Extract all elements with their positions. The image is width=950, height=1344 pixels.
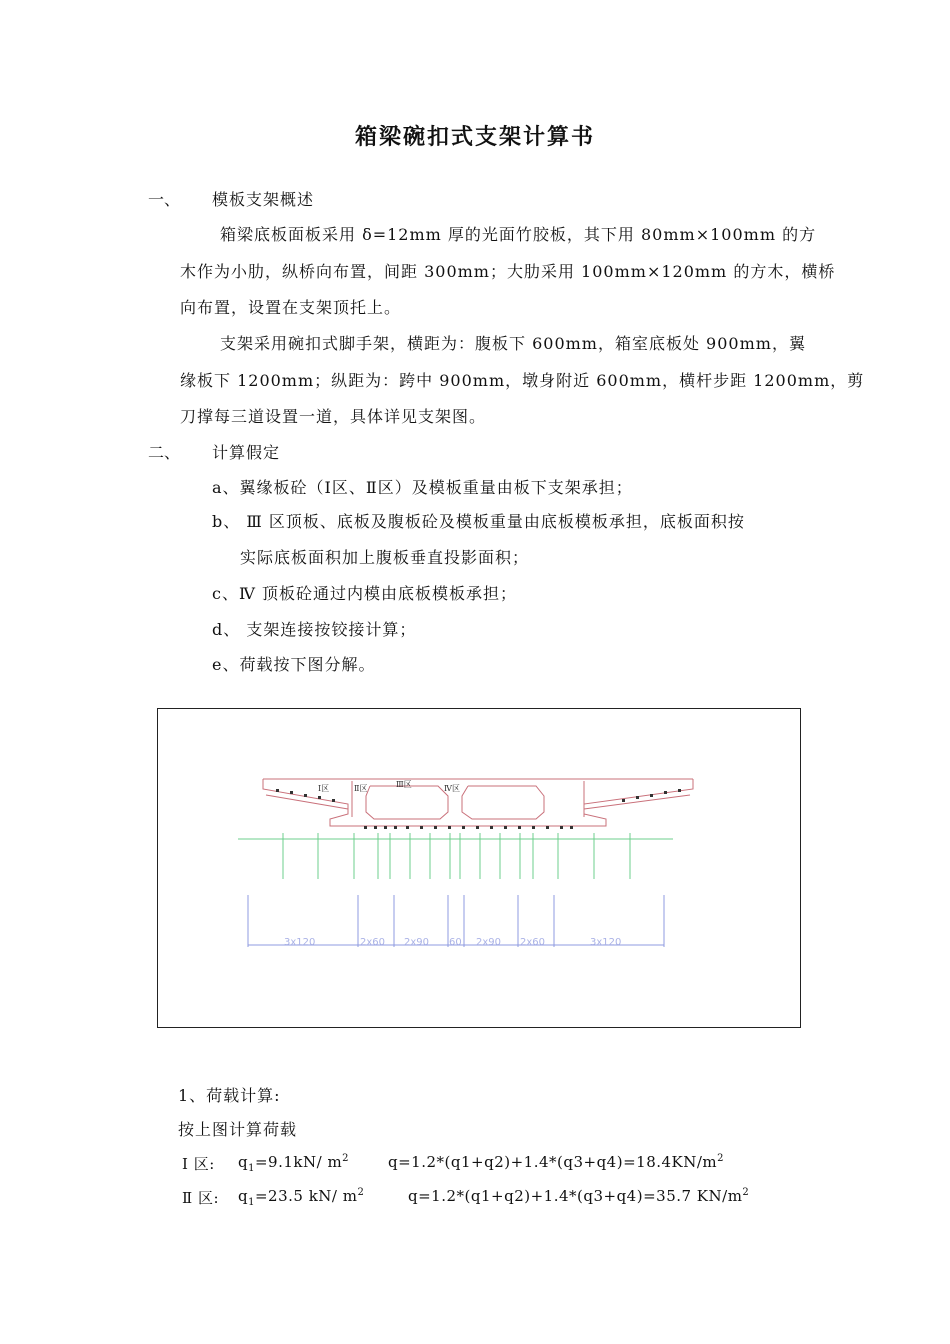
document-title: 箱梁碗扣式支架计算书: [354, 124, 595, 150]
support-posts: [283, 833, 630, 879]
section1-line: 箱梁底板面板采用 δ=12mm 厚的光面竹胶板，其下用 80mm×100mm 的方: [220, 225, 817, 244]
zone2-q1: $q_1=23.5$ kN/ $m^2$: [238, 1187, 365, 1208]
section1-line: 向布置，设置在支架顶托上。: [180, 298, 402, 317]
zone1-q: $q=1.2*(q1+q2)+1.4*(q3+q4)=18.4KN/m^2$: [388, 1153, 725, 1171]
zone2-q: q=1.2*(q1+q2)+1.4*(q3+q4)=35.7 $KN/m^2$: [408, 1187, 750, 1205]
dim-label: 2x90: [404, 937, 430, 948]
zone1-q1: $q_1=9.1kN/$ $m^2$: [238, 1153, 350, 1174]
zone-label-4: Ⅳ区: [444, 784, 460, 793]
box-girder-section-diagram: [158, 709, 802, 1029]
zone2-label: Ⅱ 区:: [182, 1189, 220, 1207]
load-heading: 1、荷载计算:: [178, 1086, 281, 1105]
section1-line: 缘板下 1200mm；纵距为：跨中 900mm，墩身附近 600mm，横杆步距 1200mm，剪: [180, 371, 865, 390]
zone1-label: Ⅰ 区:: [182, 1155, 215, 1173]
dim-label: 60: [449, 937, 462, 948]
dim-label: 2x60: [360, 937, 386, 948]
zone-label-1: Ⅰ区: [318, 784, 330, 793]
section2-number: 二、: [148, 443, 181, 462]
load-distribution-figure: [157, 708, 801, 1028]
dim-label: 2x60: [520, 937, 546, 948]
dim-label: 2x90: [476, 937, 502, 948]
rebar-dots: [276, 789, 681, 829]
assumption-item: c、Ⅳ 顶板砼通过内模由底板模板承担；: [212, 584, 518, 603]
section1-number: 一、: [148, 190, 181, 209]
section2-heading: 计算假定: [212, 443, 281, 462]
zone-label-2: Ⅱ区: [354, 784, 368, 793]
assumption-item: a、翼缘板砼（Ⅰ区、Ⅱ区）及模板重量由板下支架承担；: [212, 478, 633, 497]
zone-label-3: Ⅲ区: [396, 780, 412, 789]
section1-heading: 模板支架概述: [212, 190, 315, 209]
section1-line: 刀撑每三道设置一道，具体详见支架图。: [180, 407, 487, 426]
assumption-item: b、 Ⅲ 区顶板、底板及腹板砼及模板重量由底板模板承担，底板面积按: [212, 512, 745, 531]
assumption-item: d、 支架连接按铰接计算；: [212, 620, 417, 639]
section1-line: 木作为小肋，纵桥向布置，间距 300mm；大肋采用 100mm×120mm 的方木，横桥: [180, 262, 836, 281]
dim-label: 3x120: [284, 937, 316, 948]
assumption-item: e、荷载按下图分解。: [212, 655, 376, 674]
load-intro: 按上图计算荷载: [178, 1120, 298, 1139]
dim-label: 3x120: [590, 937, 622, 948]
section1-line: 支架采用碗扣式脚手架，横距为：腹板下 600mm，箱室底板处 900mm，翼: [220, 334, 806, 353]
assumption-item-cont: 实际底板面积加上腹板垂直投影面积；: [240, 548, 530, 567]
